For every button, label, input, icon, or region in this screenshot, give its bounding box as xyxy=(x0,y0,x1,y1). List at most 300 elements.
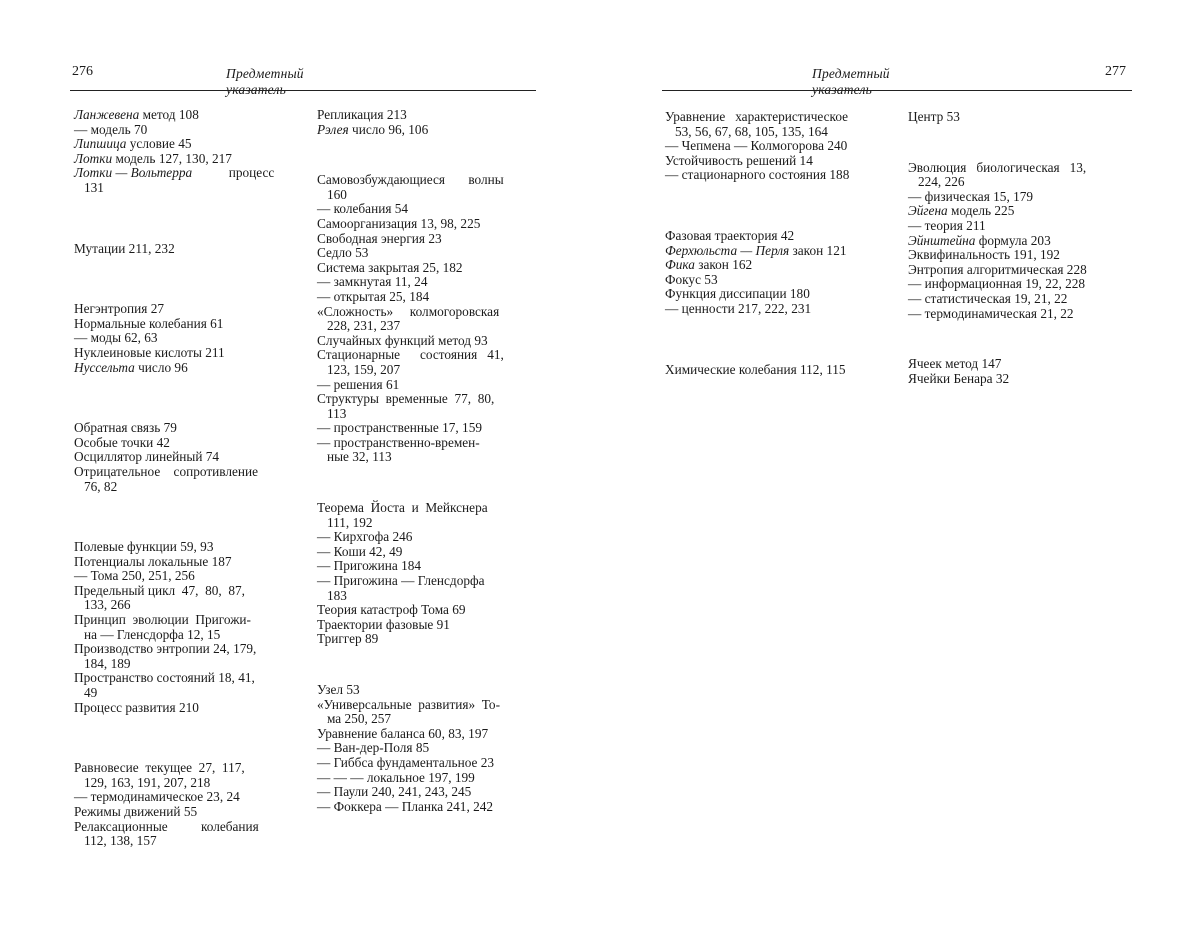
index-entry-line xyxy=(74,555,306,570)
index-entry-line xyxy=(317,436,549,451)
index-text: ма 250, 257 xyxy=(317,711,392,727)
header-rule xyxy=(70,90,536,91)
index-entry xyxy=(908,357,1143,372)
index-entry-line xyxy=(74,584,306,599)
index-entry xyxy=(74,331,306,346)
index-entry-line xyxy=(665,139,900,154)
index-text: — замкнутая 11, 24 xyxy=(317,274,428,290)
index-text: — ценности 217, 222, 231 xyxy=(665,300,812,316)
index-entry-line xyxy=(665,110,900,125)
index-entry-line xyxy=(74,701,306,716)
index-entry xyxy=(317,756,549,771)
index-entry xyxy=(74,123,306,138)
index-entry xyxy=(317,618,549,633)
index-entry xyxy=(74,465,306,494)
index-term-italic: Ферхюльста — Перля xyxy=(665,242,790,258)
index-entry xyxy=(908,307,1143,322)
index-text: процесс xyxy=(192,165,275,181)
index-entry xyxy=(317,559,549,574)
index-term-italic: Липшица xyxy=(74,136,127,152)
index-term-italic: Рэлея xyxy=(317,121,349,137)
index-entry xyxy=(317,392,549,421)
index-entry xyxy=(317,501,549,530)
index-text: — моды 62, 63 xyxy=(74,330,158,346)
index-entry-line xyxy=(317,108,549,123)
page-number: 277 xyxy=(1105,64,1126,79)
index-entry-line xyxy=(908,161,1143,176)
index-entry xyxy=(74,450,306,465)
index-text: Триггер 89 xyxy=(317,631,379,647)
index-entry-line xyxy=(317,275,549,290)
index-entry xyxy=(317,348,549,377)
running-title: Предметный указатель xyxy=(226,66,304,97)
index-text: модель 225 xyxy=(947,203,1015,219)
index-entry xyxy=(317,530,549,545)
index-text: — Тома 250, 251, 256 xyxy=(74,568,195,584)
index-text: Обратная связь 79 xyxy=(74,420,177,436)
index-text: Репликация 213 xyxy=(317,107,407,122)
index-text: Эквифинальность 191, 192 xyxy=(908,247,1060,263)
index-entry xyxy=(317,108,549,123)
index-text: Эволюция биологическая 13, xyxy=(908,159,1087,175)
index-entry xyxy=(317,202,549,217)
index-entry xyxy=(317,334,549,349)
index-text: закон 121 xyxy=(789,242,847,258)
index-text: Самовозбуждающиеся волны xyxy=(317,172,504,188)
index-entry-line xyxy=(317,378,549,393)
index-text: Ячейки Бенара 32 xyxy=(908,370,1010,386)
index-entry xyxy=(317,261,549,276)
section-gap xyxy=(665,317,900,363)
index-text: 113 xyxy=(317,405,347,421)
index-entry xyxy=(74,761,306,790)
index-entry-line xyxy=(665,154,900,169)
index-entry xyxy=(908,110,1143,125)
index-text: — Паули 240, 241, 243, 245 xyxy=(317,784,472,800)
index-entry xyxy=(665,154,900,169)
index-text: — информационная 19, 22, 228 xyxy=(908,276,1086,292)
index-text: Структуры временные 77, 80, xyxy=(317,391,495,407)
index-entry xyxy=(908,248,1143,263)
index-text: 112, 138, 157 xyxy=(74,833,157,849)
index-entry-line xyxy=(317,741,549,756)
index-text: Центр 53 xyxy=(908,109,960,124)
index-entry-line xyxy=(317,421,549,436)
index-text: «Сложность» колмогоровская xyxy=(317,303,500,319)
index-text: Седло 53 xyxy=(317,245,369,261)
index-entry xyxy=(317,232,549,247)
index-entry-line xyxy=(317,348,549,363)
index-entry xyxy=(74,242,306,257)
index-entry xyxy=(74,805,306,820)
index-entry xyxy=(908,161,1143,190)
index-entry-line xyxy=(74,346,306,361)
index-text: модель 127, 130, 217 xyxy=(112,150,232,166)
index-entry-line xyxy=(317,232,549,247)
index-text: — открытая 25, 184 xyxy=(317,288,430,304)
index-entry xyxy=(908,204,1143,219)
index-entry-line xyxy=(74,361,306,376)
index-entry xyxy=(665,287,900,302)
index-entry-line xyxy=(74,642,306,657)
section-gap xyxy=(317,465,549,501)
index-entry-line xyxy=(74,436,306,451)
index-entry-line xyxy=(74,540,306,555)
section-gap xyxy=(908,321,1143,357)
index-entry-line xyxy=(74,242,306,257)
header-rule xyxy=(662,90,1132,91)
index-entry xyxy=(317,771,549,786)
index-text: Нуклеиновые кислоты 211 xyxy=(74,344,225,360)
index-entry xyxy=(908,372,1143,387)
index-term-italic: Лотки — Вольтерра xyxy=(74,165,193,181)
index-text: — решения 61 xyxy=(317,376,400,392)
index-text: Принцип эволюции Пригожи- xyxy=(74,612,251,628)
index-entry-line xyxy=(74,465,306,480)
index-entry-line xyxy=(317,516,549,531)
index-text: число 96 xyxy=(134,359,188,375)
index-entry-line xyxy=(74,181,306,196)
index-entry xyxy=(317,800,549,815)
index-text: — Гиббса фундаментальное 23 xyxy=(317,754,495,770)
index-entry xyxy=(74,317,306,332)
section-gap xyxy=(317,137,549,173)
index-text: — Пригожина 184 xyxy=(317,558,422,574)
index-entry xyxy=(74,790,306,805)
index-text: 49 xyxy=(74,685,98,701)
index-entry xyxy=(317,123,549,138)
index-entry-line xyxy=(74,450,306,465)
index-text: Осциллятор линейный 74 xyxy=(74,449,220,465)
index-entry xyxy=(317,727,549,742)
index-entry-line xyxy=(908,292,1143,307)
index-entry-line xyxy=(317,261,549,276)
index-text: — теория 211 xyxy=(908,217,986,233)
index-text: 53, 56, 67, 68, 105, 135, 164 xyxy=(665,123,828,139)
index-text: 76, 82 xyxy=(74,478,118,494)
index-entry-line xyxy=(908,263,1143,278)
index-text: Процесс развития 210 xyxy=(74,699,199,715)
index-text: 123, 159, 207 xyxy=(317,361,401,377)
index-entry-line xyxy=(317,698,549,713)
index-entry xyxy=(74,569,306,584)
index-entry-line xyxy=(74,166,306,181)
index-term-italic: Ланжевена xyxy=(74,107,140,122)
index-text: Фокус 53 xyxy=(665,271,718,287)
index-entry-line xyxy=(74,657,306,672)
index-term-italic: Эйнштейна xyxy=(908,232,976,248)
index-entry-line xyxy=(317,712,549,727)
index-entry-line xyxy=(665,363,900,378)
index-column xyxy=(74,108,306,849)
index-entry-line xyxy=(665,302,900,317)
index-entry xyxy=(74,421,306,436)
index-text: — — — локальное 197, 199 xyxy=(317,769,475,785)
section-gap xyxy=(74,256,306,302)
index-entry-line xyxy=(74,776,306,791)
index-entry xyxy=(317,290,549,305)
index-entry-line xyxy=(317,305,549,320)
index-entry xyxy=(317,698,549,727)
index-entry xyxy=(908,277,1143,292)
index-entry xyxy=(317,421,549,436)
index-entry xyxy=(665,273,900,288)
index-text: — Пригожина — Гленсдорфа xyxy=(317,573,485,589)
index-entry-line xyxy=(74,761,306,776)
index-entry xyxy=(74,436,306,451)
index-text: Устойчивость решений 14 xyxy=(665,152,813,168)
index-text: метод 108 xyxy=(139,107,199,122)
index-entry-line xyxy=(317,545,549,560)
index-entry xyxy=(74,346,306,361)
index-entry xyxy=(665,168,900,183)
index-text: 111, 192 xyxy=(317,514,373,530)
index-text: Ячеек метод 147 xyxy=(908,356,1002,372)
index-text: Особые точки 42 xyxy=(74,434,170,450)
index-text: число 96, 106 xyxy=(348,121,429,137)
index-entry-line xyxy=(317,202,549,217)
index-column xyxy=(665,110,900,377)
index-text: Теорема Йоста и Мейкснера xyxy=(317,500,488,516)
index-entry-line xyxy=(908,219,1143,234)
index-text: 133, 266 xyxy=(74,597,131,613)
index-text: Траектории фазовые 91 xyxy=(317,616,450,632)
index-entry-line xyxy=(74,805,306,820)
running-title: Предметный указатель xyxy=(812,66,890,97)
index-entry-line xyxy=(665,273,900,288)
index-entry xyxy=(665,244,900,259)
section-gap xyxy=(74,375,306,421)
index-text: Теория катастроф Тома 69 xyxy=(317,602,466,618)
index-entry-line xyxy=(665,229,900,244)
index-entry-line xyxy=(74,820,306,835)
index-entry-line xyxy=(908,234,1143,249)
index-text: Энтропия алгоритмическая 228 xyxy=(908,261,1087,277)
index-entry xyxy=(908,263,1143,278)
index-entry xyxy=(317,683,549,698)
index-text: Мутации 211, 232 xyxy=(74,240,175,256)
index-entry xyxy=(74,642,306,671)
index-text: Режимы движений 55 xyxy=(74,804,198,819)
index-text: Функция диссипации 180 xyxy=(665,286,810,302)
index-entry-line xyxy=(74,569,306,584)
index-entry-line xyxy=(908,357,1143,372)
index-entry xyxy=(74,671,306,700)
index-text: Свободная энергия 23 xyxy=(317,230,442,246)
index-entry-line xyxy=(908,277,1143,292)
index-entry-line xyxy=(317,246,549,261)
section-gap xyxy=(665,183,900,229)
index-entry-line xyxy=(74,671,306,686)
index-entry-line xyxy=(74,302,306,317)
index-entry-line xyxy=(317,188,549,203)
index-entry xyxy=(74,613,306,642)
index-entry-line xyxy=(74,613,306,628)
index-entry-line xyxy=(74,317,306,332)
index-text: Релаксационные колебания xyxy=(74,818,259,834)
index-entry-line xyxy=(317,334,549,349)
index-entry xyxy=(317,275,549,290)
index-text: — пространственно-времен- xyxy=(317,434,480,450)
index-entry xyxy=(908,234,1143,249)
index-entry xyxy=(317,246,549,261)
index-entry xyxy=(665,363,900,378)
index-text: Самоорганизация 13, 98, 225 xyxy=(317,215,481,231)
index-entry xyxy=(908,190,1143,205)
index-text: «Универсальные развития» То- xyxy=(317,696,500,712)
index-entry-line xyxy=(665,125,900,140)
index-entry-line xyxy=(317,771,549,786)
index-entry xyxy=(908,292,1143,307)
index-text: формула 203 xyxy=(975,232,1051,248)
index-text: — термодинамическое 23, 24 xyxy=(74,789,240,805)
index-text: Химические колебания 112, 115 xyxy=(665,361,846,377)
index-entry-line xyxy=(317,683,549,698)
index-entry xyxy=(317,785,549,800)
index-text: закон 162 xyxy=(694,257,753,273)
index-text: 183 xyxy=(317,587,347,603)
index-entry-line xyxy=(317,450,549,465)
section-gap xyxy=(908,125,1143,161)
index-entry xyxy=(665,302,900,317)
index-entry xyxy=(317,217,549,232)
section-gap xyxy=(74,196,306,242)
index-entry xyxy=(74,555,306,570)
index-text: Уравнение баланса 60, 83, 197 xyxy=(317,725,489,741)
index-entry xyxy=(74,701,306,716)
index-entry xyxy=(317,305,549,334)
index-entry xyxy=(317,603,549,618)
index-text: Потенциалы локальные 187 xyxy=(74,553,232,569)
index-text: 131 xyxy=(74,179,104,195)
index-entry-line xyxy=(665,168,900,183)
index-entry-line xyxy=(74,123,306,138)
index-entry-line xyxy=(74,628,306,643)
index-entry xyxy=(74,137,306,152)
index-entry xyxy=(74,302,306,317)
index-entry xyxy=(317,173,549,202)
index-entry-line xyxy=(317,501,549,516)
index-text: — пространственные 17, 159 xyxy=(317,420,483,436)
index-text: Полевые функции 59, 93 xyxy=(74,539,214,555)
index-entry-line xyxy=(665,258,900,273)
index-entry-line xyxy=(908,110,1143,125)
index-entry-line xyxy=(908,248,1143,263)
index-text: Равновесие текущее 27, 117, xyxy=(74,760,245,776)
index-text: Случайных функций метод 93 xyxy=(317,332,488,348)
index-text: Нормальные колебания 61 xyxy=(74,315,224,331)
index-text: на — Гленсдорфа 12, 15 xyxy=(74,626,221,642)
right-page xyxy=(600,0,1200,933)
index-text: Стационарные состояния 41, xyxy=(317,347,504,363)
index-text: 184, 189 xyxy=(74,655,131,671)
index-entry xyxy=(74,361,306,376)
index-entry-line xyxy=(317,574,549,589)
index-entry-line xyxy=(317,363,549,378)
index-entry xyxy=(74,152,306,167)
index-entry-line xyxy=(317,290,549,305)
index-entry-line xyxy=(74,421,306,436)
index-entry-line xyxy=(317,632,549,647)
index-text: — статистическая 19, 21, 22 xyxy=(908,290,1068,306)
index-text: Отрицательное сопротивление xyxy=(74,463,259,479)
index-text: Фазовая траектория 42 xyxy=(665,227,795,243)
index-entry-line xyxy=(317,785,549,800)
index-entry-line xyxy=(74,598,306,613)
index-term-italic: Эйгена xyxy=(908,203,948,219)
index-text: Узел 53 xyxy=(317,682,360,697)
index-entry xyxy=(317,378,549,393)
index-entry-line xyxy=(74,686,306,701)
page-number: 276 xyxy=(72,64,93,79)
index-column xyxy=(317,108,549,814)
index-text: Негэнтропия 27 xyxy=(74,301,165,317)
index-entry xyxy=(317,545,549,560)
index-entry-line xyxy=(74,152,306,167)
index-entry-line xyxy=(665,244,900,259)
index-term-italic: Нуссельта xyxy=(74,359,135,375)
index-text: — Коши 42, 49 xyxy=(317,543,403,559)
index-entry xyxy=(74,540,306,555)
index-entry xyxy=(665,258,900,273)
index-entry xyxy=(317,574,549,603)
index-column xyxy=(908,110,1143,386)
index-entry-line xyxy=(317,559,549,574)
index-entry xyxy=(908,219,1143,234)
index-entry-line xyxy=(317,530,549,545)
index-text: — Кирхгофа 246 xyxy=(317,529,413,545)
index-entry xyxy=(317,741,549,756)
index-entry-line xyxy=(74,137,306,152)
index-text: — термодинамическая 21, 22 xyxy=(908,305,1074,321)
index-text: Система закрытая 25, 182 xyxy=(317,259,463,275)
index-entry-line xyxy=(317,173,549,188)
index-entry-line xyxy=(317,618,549,633)
index-text: — модель 70 xyxy=(74,121,148,137)
index-entry-line xyxy=(908,372,1143,387)
index-text: ные 32, 113 xyxy=(317,449,392,465)
index-entry-line xyxy=(74,834,306,849)
index-text: 129, 163, 191, 207, 218 xyxy=(74,774,211,790)
index-text: 160 xyxy=(317,186,347,202)
index-entry xyxy=(74,108,306,123)
index-text: условие 45 xyxy=(126,136,192,152)
section-gap xyxy=(317,647,549,683)
index-text: Уравнение характеристическое xyxy=(665,109,849,124)
index-entry-line xyxy=(317,217,549,232)
index-entry-line xyxy=(908,175,1143,190)
index-entry-line xyxy=(317,407,549,422)
index-text: 228, 231, 237 xyxy=(317,318,401,334)
index-entry-line xyxy=(317,589,549,604)
index-text: — Фоккера — Планка 241, 242 xyxy=(317,798,494,814)
index-entry-line xyxy=(317,603,549,618)
index-entry-line xyxy=(317,123,549,138)
index-term-italic: Фика xyxy=(665,257,695,273)
index-entry-line xyxy=(74,790,306,805)
index-text: — колебания 54 xyxy=(317,201,409,217)
index-text: Пространство состояний 18, 41, xyxy=(74,670,255,686)
index-entry-line xyxy=(317,392,549,407)
section-gap xyxy=(74,494,306,540)
index-entry-line xyxy=(908,190,1143,205)
index-entry xyxy=(665,110,900,139)
index-text: — Чепмена — Колмогорова 240 xyxy=(665,138,848,154)
index-entry-line xyxy=(74,108,306,123)
index-entry xyxy=(317,436,549,465)
index-entry-line xyxy=(317,727,549,742)
index-entry-line xyxy=(317,756,549,771)
